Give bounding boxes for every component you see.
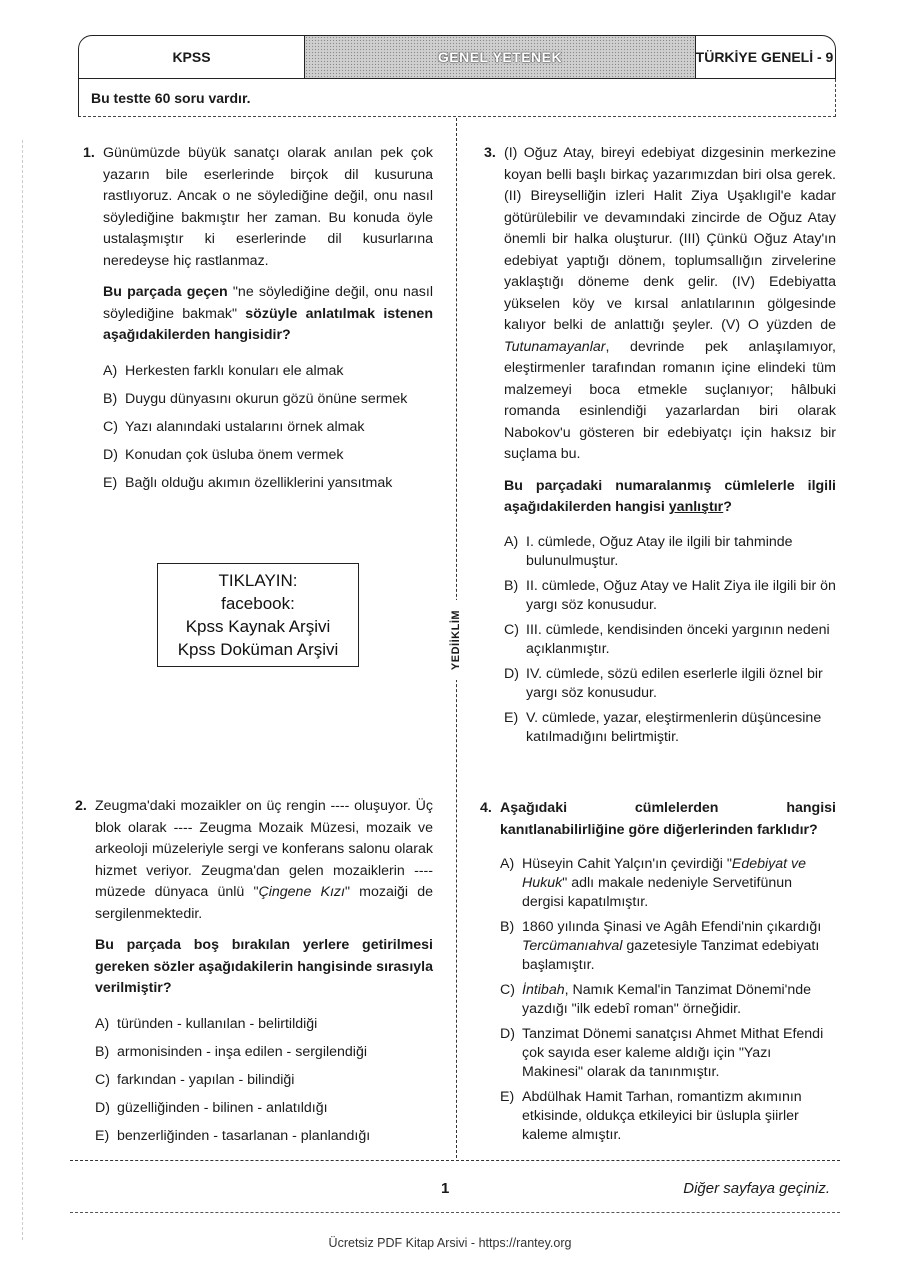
promo-line: Kpss Kaynak Arşivi [185, 617, 331, 636]
option-text: III. cümlede, kendisinden önceki yargının nedeni açıklanmıştır. [526, 621, 830, 657]
option-italic: Tercümanıahval [522, 938, 623, 954]
question-stem: Bu parçada boş bırakılan yerlere getirilmesi gereken sözler aşağıdakilerin hangisinde sırasıyla verilmiştir? [95, 937, 433, 996]
page-number: 1 [441, 1180, 450, 1197]
option-text: " adlı makale nedeniyle Servetifünun dergisi kapatılmıştır. [522, 875, 793, 910]
option-letter: E) [103, 474, 118, 491]
answer-option-c[interactable] [504, 621, 836, 659]
option-letter: E) [95, 1127, 110, 1144]
option-text: 1860 yılında Şinasi ve Agâh Efendi'nin çıkardığı [522, 919, 822, 935]
answer-option-d[interactable] [504, 665, 836, 703]
option-letter: C) [504, 621, 519, 638]
question-number: 3. [484, 145, 496, 161]
passage-part: Zeugma'daki mozaikler on üç rengin ---- oluşuyor. Üç blok olarak ---- Zeugma Mozaik Müzesi, mozaik ve arkeoloji müzeleriyle sergi ve konferans salonu olarak hizmet veriyor. Zeugma'dan gelen mozaiklerin ---- müzede dünyaca ünlü " [95, 798, 433, 900]
question-stem [504, 476, 836, 519]
answer-option-d[interactable] [95, 1098, 433, 1119]
option-letter: D) [504, 665, 519, 682]
option-text: Yazı alanındaki ustalarını örnek almak [125, 418, 365, 435]
answer-option-a[interactable] [500, 855, 836, 912]
answer-option-a[interactable] [504, 533, 836, 571]
publisher-side-label-text: YEDİİKLİM [450, 609, 462, 671]
option-letter: A) [500, 856, 515, 872]
answer-option-c[interactable] [95, 1070, 433, 1091]
answer-options [500, 855, 836, 1145]
option-letter: C) [500, 982, 515, 998]
question-passage [504, 143, 836, 466]
option-letter: C) [103, 418, 118, 435]
question-stem [103, 282, 433, 347]
option-letter: B) [95, 1043, 110, 1060]
answer-option-b[interactable] [500, 918, 836, 975]
question-passage: Günümüzde büyük sanatçı olarak anılan pek çok yazarın bile eserlerinde birçok dil kusuruna rastlıyoruz. Ancak o ne söylediğine değil, onu nasıl söylediğine bakmıştır her zaman. Bu konuda öyle ustalaşmıştır ki eserlerinde dil kusurlarına neredeyse hiç rastlanmaz. [103, 145, 433, 269]
answer-option-d[interactable] [103, 445, 433, 466]
option-text: , Namık Kemal'in Tanzimat Dönemi'nde yazdığı "ilk edebî roman" örneğidir. [522, 982, 812, 1017]
option-text: Abdülhak Hamit Tarhan, romantizm akımının etkisinde, oldukça etkileyici bir üslupla şiirler kaleme almıştır. [522, 1089, 802, 1143]
passage-part: (I) Oğuz Atay, bireyi edebiyat dizgesinin merkezine koyan belli başlı birkaç yazarımızdan biri olsa gerek. (II) Bireyselliğin izleri Halit Ziya Uşaklıgil'e kadar götürülebilir ve devamındaki zincirde de Oğuz Atay önemli bir halka oluşturur. (III) Çünkü Oğuz Atay'ın edebiyat yaptığı dönem, toplumsallığın zirvelerine yaklaştığı döneme denk gelir. (IV) Edebiyatta yükselen köy ve kırsal anlatılarının gölgesinde kalıyor belki de anlattığı şeyler. (V) O yüzden de [504, 145, 836, 333]
option-text: farkından - yapılan - bilindiği [117, 1071, 295, 1088]
stem-part: Bu parçada geçen [103, 284, 228, 300]
option-text: Herkesten farklı konuları ele almak [125, 362, 344, 379]
promo-line: TIKLAYIN: [218, 571, 298, 590]
question-4 [480, 798, 836, 1151]
answer-options [504, 533, 836, 747]
promo-line: facebook: [221, 594, 295, 613]
option-text: V. cümlede, yazar, eleştirmenlerin düşüncesine katılmadığını belirtmiştir. [526, 709, 822, 745]
header-section-title: GENEL YETENEK [304, 36, 696, 78]
option-text: güzelliğinden - bilinen - anlatıldığı [117, 1099, 328, 1116]
option-letter: B) [103, 390, 118, 407]
option-letter: C) [95, 1071, 110, 1088]
answer-option-e[interactable] [103, 473, 433, 494]
option-text: gazetesiyle Tanzimat edebiyatı başlamıştır. [522, 938, 820, 973]
header-exam-name: KPSS [172, 49, 211, 65]
question-stem: Aşağıdaki cümlelerden hangisi kanıtlanabilirliğine göre diğerlerinden farklıdır? [500, 800, 836, 838]
footer-divider [70, 1212, 840, 1213]
question-1 [83, 143, 433, 501]
question-3 [484, 143, 836, 753]
stem-part: Bu parçadaki numaralanmış cümlelerle ilgili aşağıdakilerden hangisi [504, 477, 836, 515]
answer-option-d[interactable] [500, 1025, 836, 1082]
stem-part: ? [723, 499, 732, 515]
option-text: Tanzimat Dönemi sanatçısı Ahmet Mithat Efendi çok sayıda eser kaleme aldığı için "Yazı Makinesi" olarak da tanınmıştır. [522, 1026, 824, 1080]
option-text: I. cümlede, Oğuz Atay ile ilgili bir tahminde bulunulmuştur. [526, 533, 793, 569]
answer-option-b[interactable] [504, 577, 836, 615]
stem-underlined: yanlıştır [668, 499, 724, 515]
header-exam-series: TÜRKİYE GENELİ - 9 [695, 49, 834, 65]
footer-text[interactable]: Ücretsiz PDF Kitap Arsivi - https://rantey.org [328, 1236, 572, 1250]
question-number: 4. [480, 800, 492, 816]
answer-option-e[interactable] [504, 709, 836, 747]
question-number: 2. [75, 798, 87, 814]
answer-option-a[interactable] [103, 361, 433, 382]
stem-part: sözüyle anlatılmak istenen aşağıdakilerden hangisidir? [103, 305, 433, 343]
option-letter: A) [103, 362, 118, 379]
option-text: benzerliğinden - tasarlanan - planlandığı [117, 1127, 371, 1144]
option-letter: D) [95, 1099, 110, 1116]
question-passage [95, 796, 433, 925]
passage-part: " mozaiği de sergilenmektedir. [95, 884, 433, 922]
page-header [78, 35, 836, 79]
publisher-side-label [447, 600, 465, 680]
question-number: 1. [83, 145, 95, 161]
option-text: IV. cümlede, sözü edilen eserlerle ilgili öznel bir yargı söz konusudur. [526, 665, 823, 701]
answer-option-b[interactable] [103, 389, 433, 410]
option-letter: D) [500, 1026, 515, 1042]
option-text: türünden - kullanılan - belirtildiği [117, 1015, 318, 1032]
option-text: Hüseyin Cahit Yalçın'ın çevirdiği " [522, 856, 732, 872]
option-letter: B) [504, 577, 519, 594]
option-letter: B) [500, 919, 515, 935]
answer-option-a[interactable] [95, 1014, 433, 1035]
option-text: armonisinden - inşa edilen - sergilendiği [117, 1043, 367, 1060]
answer-option-b[interactable] [95, 1042, 433, 1063]
option-letter: A) [504, 533, 519, 550]
stem-quote: "ne söylediğine değil, onu nasıl söylediğine bakmak" [103, 284, 433, 322]
next-page-note: Diğer sayfaya geçiniz. [683, 1180, 830, 1197]
answer-option-c[interactable] [103, 417, 433, 438]
option-italic: Edebiyat ve Hukuk [522, 856, 807, 891]
option-text: II. cümlede, Oğuz Atay ve Halit Ziya ile ilgili bir ön yargı söz konusudur. [526, 577, 836, 613]
answer-option-e[interactable] [95, 1126, 433, 1147]
passage-italic: Tutunamayanlar [504, 338, 606, 355]
answer-options [103, 361, 433, 494]
option-italic: İntibah [522, 982, 565, 998]
promo-box[interactable] [157, 563, 359, 667]
margin-line [22, 140, 23, 1240]
promo-line: Kpss Doküman Arşivi [177, 640, 339, 659]
option-letter: E) [504, 709, 519, 726]
passage-part: , devrinde pek anlaşılamıyor, eleştirmenler tarafından romanın içine elindeki tüm malzemeyi boca etmekle suçlanıyor; hâlbuki romanda esinlendiği yazarlardan biri olarak Nabokov'u gösteren bir edebiyatçı için haksız bir suçlama bu. [504, 338, 836, 462]
test-info [78, 79, 836, 117]
option-letter: D) [103, 446, 118, 463]
option-text: Bağlı olduğu akımın özelliklerini yansıtmak [125, 474, 393, 491]
passage-italic: Çingene Kızı [258, 884, 345, 900]
option-letter: A) [95, 1015, 110, 1032]
test-info-text: Bu testte 60 soru vardır. [91, 89, 251, 106]
question-2 [75, 796, 433, 1154]
answer-options [95, 1014, 433, 1147]
answer-option-c[interactable] [500, 981, 836, 1019]
bottom-divider [70, 1160, 840, 1161]
option-text: Konudan çok üsluba önem vermek [125, 446, 344, 463]
answer-option-e[interactable] [500, 1088, 836, 1145]
option-letter: E) [500, 1089, 515, 1105]
option-text: Duygu dünyasını okurun gözü önüne sermek [125, 390, 408, 407]
